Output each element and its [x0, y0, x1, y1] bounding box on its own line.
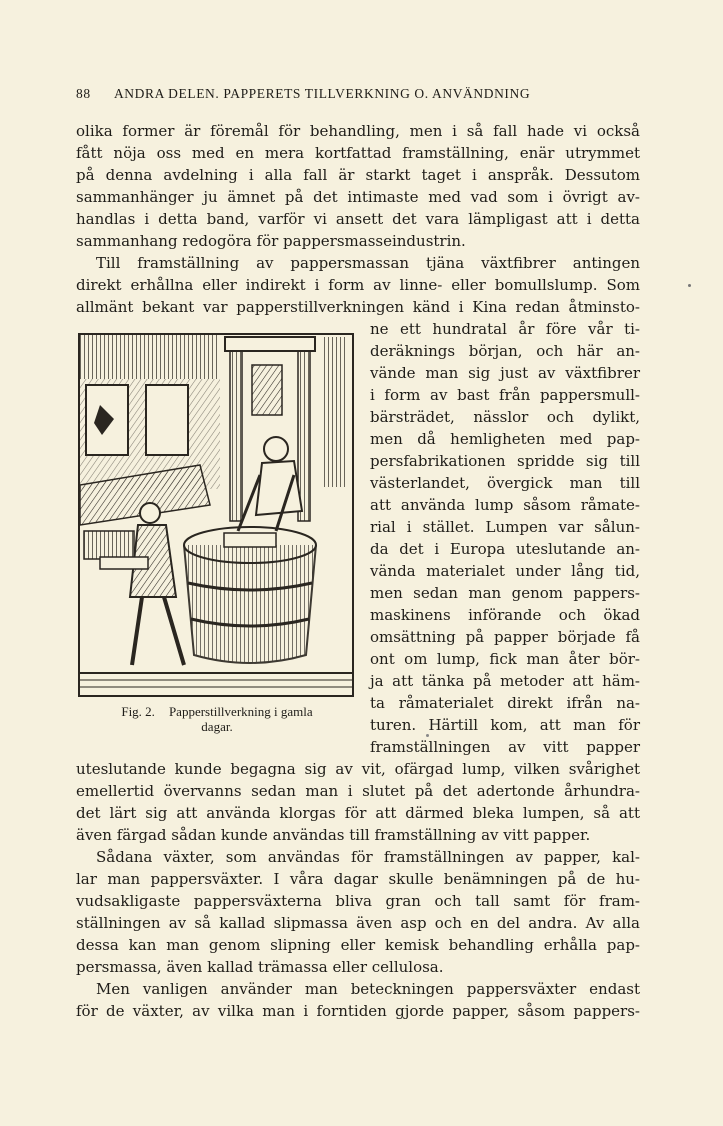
text-line: rial i stället. Lumpen var sålun-: [370, 518, 640, 536]
text-line: Sådana växter, som användas för framställningen av papper, kal-: [96, 848, 640, 866]
text-line: emellertid övervanns sedan man i slutet på det adertonde århundra-: [76, 782, 640, 800]
text-line: da det i Europa uteslutande an-: [370, 540, 640, 558]
text-line: uteslutande kunde begagna sig av vit, ofärgad lump, vilken svårighet: [76, 760, 640, 778]
boy-legs: [132, 597, 184, 665]
floor-hatching: [80, 680, 352, 687]
text-line: dessa kan man genom slipning eller kemisk behandling erhålla pap-: [76, 936, 640, 954]
vatman-body: [256, 461, 302, 515]
margin-speck: [426, 734, 429, 737]
text-line: turen. Härtill kom, att man för: [370, 716, 640, 734]
text-line: västerlandet, övergick man till: [370, 474, 640, 492]
chapter-title: ANDRA DELEN. PAPPERETS TILLVERKNING O. ANVÄNDNING: [113, 86, 531, 101]
margin-speck: [688, 284, 691, 287]
text-line: omsättning på papper började få: [370, 628, 640, 646]
text-line: persmassa, även kallad trämassa eller cellulosa.: [76, 958, 444, 976]
text-line: maskinens införande och ökad: [370, 606, 640, 624]
text-line: sammanhang redogöra för pappersmasseindustrin.: [76, 232, 466, 250]
text-line: det lärt sig att använda klorgas för att därmed bleka lumpen, så att: [76, 804, 640, 822]
text-line: sammanhänger ju ämnet på det intimaste med vad som i övrigt av-: [76, 188, 640, 206]
figure-label: Fig. 2.: [121, 704, 155, 719]
text-line: ja att tänka på metoder att häm-: [370, 672, 640, 690]
wall-hatching: [80, 335, 220, 379]
press-screw: [252, 365, 282, 415]
caption-text: Papperstillverkning i gamla: [168, 704, 313, 719]
text-line: allmänt bekant var papperstillverkningen känd i Kina redan åtminsto-: [76, 298, 640, 316]
text-line: för de växter, av vilka man i forntiden gjorde papper, såsom pappers-: [76, 1002, 640, 1020]
caption-text: dagar.: [201, 719, 233, 734]
vat-body: [184, 545, 316, 663]
boy-head: [140, 503, 160, 523]
text-line: deräknings början, och här an-: [370, 342, 640, 360]
text-line: även färgad sådan kunde användas till framställning av vitt papper.: [76, 826, 591, 844]
paper-stack: [100, 557, 148, 569]
text-line: vände man sig just av växtfibrer: [370, 364, 640, 382]
text-line: ställningen av så kallad slipmassa även asp och en del andra. Av alla: [76, 914, 640, 932]
text-line: men sedan man genom pappers-: [370, 584, 640, 602]
text-line: framställningen av vitt papper: [370, 738, 640, 756]
text-line: vända materialet under lång tid,: [370, 562, 640, 580]
text-line: lar man pappersväxter. I våra dagar skulle benämningen på de hu-: [76, 870, 640, 888]
running-header: [76, 86, 642, 102]
text-line: ta råmaterialet direkt ifrån na-: [370, 694, 640, 712]
text-line: olika former är föremål för behandling, men i så fall hade vi också: [76, 122, 640, 140]
text-line: persfabrikationen spridde sig till: [370, 452, 640, 470]
paper-mould: [224, 533, 276, 547]
papermaking-woodcut: [80, 335, 352, 695]
text-line: ont om lump, fick man åter bör-: [370, 650, 640, 668]
vatman-head: [264, 437, 288, 461]
figure-caption: [82, 704, 352, 734]
text-line: fått nöja oss med en mera kortfattad framställning, enär utrymmet: [76, 144, 640, 162]
text-line: men då hemligheten med pap-: [370, 430, 640, 448]
text-line: direkt erhållna eller indirekt i form av linne- eller bomullslump. Som: [76, 276, 640, 294]
text-line: ne ett hundratal år före vår ti-: [370, 320, 640, 338]
side-wall: [324, 337, 348, 487]
press-beam: [225, 337, 315, 351]
text-line: vudsakligaste pappersväxterna bliva gran och tall samt för fram-: [76, 892, 640, 910]
text-line: att använda lump såsom råmate-: [370, 496, 640, 514]
text-line: på denna avdelning i alla fall är starkt taget i anspråk. Dessutom: [76, 166, 640, 184]
crate: [84, 531, 134, 559]
text-line: i form av bast från pappersmull-: [370, 386, 640, 404]
press-post: [230, 351, 242, 521]
page-number: 88: [76, 86, 91, 101]
text-line: handlas i detta band, varför vi ansett det vara lämpligast att i detta: [76, 210, 640, 228]
woodcut-illustration: [78, 333, 354, 697]
text-line: Men vanligen använder man beteckningen pappersväxter endast: [96, 980, 640, 998]
window: [146, 385, 188, 455]
text-line: bärsträdet, nässlor och dylikt,: [370, 408, 640, 426]
text-line: Till framställning av pappersmassan tjäna växtfibrer antingen: [96, 254, 640, 272]
